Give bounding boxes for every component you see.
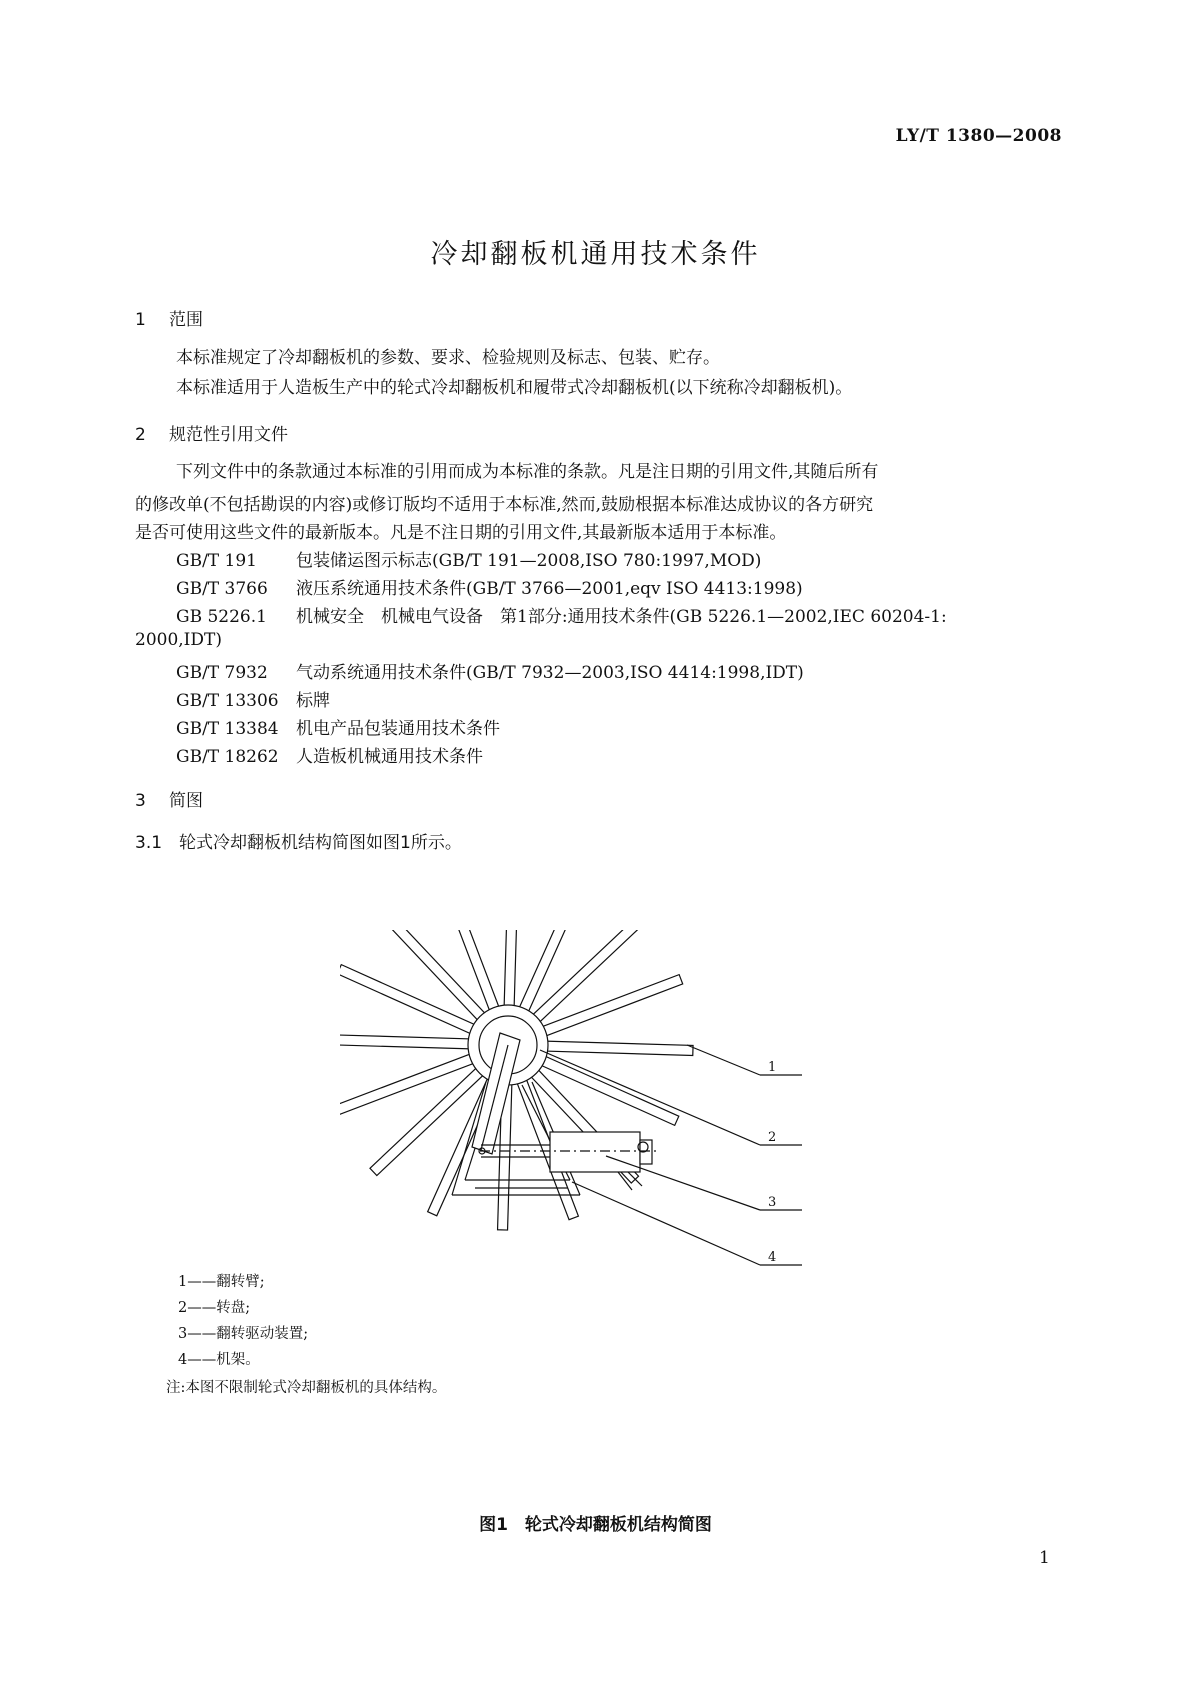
- reference-text: 人造板机械通用技术条件: [296, 747, 483, 767]
- references-intro-line-2: 的修改单(不包括勘误的内容)或修订版均不适用于本标准,然而,鼓励根据本标准达成协议的各方研究: [135, 495, 874, 515]
- standard-code: LY/T 1380—2008: [895, 126, 1062, 146]
- reference-text: 包装储运图示标志(GB/T 191—2008,ISO 780:1997,MOD): [296, 551, 762, 571]
- document-title: 冷却翻板机通用技术条件: [430, 239, 761, 270]
- reference-text: 机电产品包装通用技术条件: [296, 719, 500, 739]
- reference-text: 机械安全 机械电气设备 第1部分:通用技术条件(GB 5226.1—2002,IEC 60204-1:: [296, 607, 947, 627]
- references-intro-line-1: 下列文件中的条款通过本标准的引用而成为本标准的条款。凡是注日期的引用文件,其随后所有: [176, 462, 879, 482]
- page-number: 1: [1039, 1548, 1050, 1568]
- legend-item-3: 3——翻转驱动装置;: [178, 1326, 309, 1342]
- reference-code: GB 5226.1: [176, 607, 267, 627]
- reference-item: [176, 546, 761, 571]
- reference-code: GB/T 7932: [176, 663, 268, 683]
- reference-item: [176, 742, 483, 767]
- references-intro-line-3: 是否可使用这些文件的最新版本。凡是不注日期的引用文件,其最新版本适用于本标准。: [135, 523, 787, 543]
- reference-item: [176, 714, 500, 739]
- scope-paragraph-2: 本标准适用于人造板生产中的轮式冷却翻板机和履带式冷却翻板机(以下统称冷却翻板机)。: [176, 378, 853, 398]
- reference-code: GB/T 18262: [176, 747, 279, 767]
- flip-arm-bar: [340, 1035, 488, 1050]
- callout-2: 2: [768, 1130, 777, 1145]
- section-number: 2: [135, 425, 146, 445]
- section-1-heading: [135, 305, 203, 330]
- reference-text: 液压系统通用技术条件(GB/T 3766—2001,eqv ISO 4413:1998): [296, 579, 803, 599]
- section-2-heading: [135, 420, 288, 445]
- reference-code: GB/T 191: [176, 551, 257, 571]
- section-title: 范围: [169, 310, 203, 330]
- section-number: 3: [135, 791, 146, 811]
- reference-code: GB/T 3766: [176, 579, 268, 599]
- reference-item: [176, 686, 330, 711]
- reference-item: [176, 574, 803, 599]
- callout-3: 3: [768, 1195, 777, 1210]
- reference-text: 气动系统通用技术条件(GB/T 7932—2003,ISO 4414:1998,IDT): [296, 663, 804, 683]
- scope-paragraph-1: 本标准规定了冷却翻板机的参数、要求、检验规则及标志、包装、贮存。: [176, 348, 720, 368]
- section-title: 简图: [169, 791, 203, 811]
- legend-item-2: 2——转盘;: [178, 1300, 251, 1316]
- legend-item-1: 1——翻转臂;: [178, 1274, 265, 1290]
- callout-4: 4: [768, 1250, 777, 1265]
- callout-1: 1: [768, 1060, 777, 1075]
- subsection-3-1: 3.1 轮式冷却翻板机结构简图如图1所示。: [135, 833, 462, 853]
- reference-code: GB/T 13306: [176, 691, 279, 711]
- reference-text: 标牌: [296, 691, 330, 711]
- flip-arm-bar: [528, 1041, 693, 1056]
- figure-caption: 图1 轮式冷却翻板机结构简图: [479, 1515, 712, 1535]
- reference-item: [176, 602, 947, 627]
- rotary-flipper-diagram: [340, 930, 840, 1340]
- section-3-heading: [135, 786, 203, 811]
- section-title: 规范性引用文件: [169, 425, 288, 445]
- figure-note: 注:本图不限制轮式冷却翻板机的具体结构。: [166, 1380, 447, 1396]
- reference-code: GB/T 13384: [176, 719, 279, 739]
- reference-item: [176, 658, 804, 683]
- reference-continuation: 2000,IDT): [135, 630, 222, 650]
- legend-item-4: 4——机架。: [178, 1352, 260, 1368]
- section-number: 1: [135, 310, 146, 330]
